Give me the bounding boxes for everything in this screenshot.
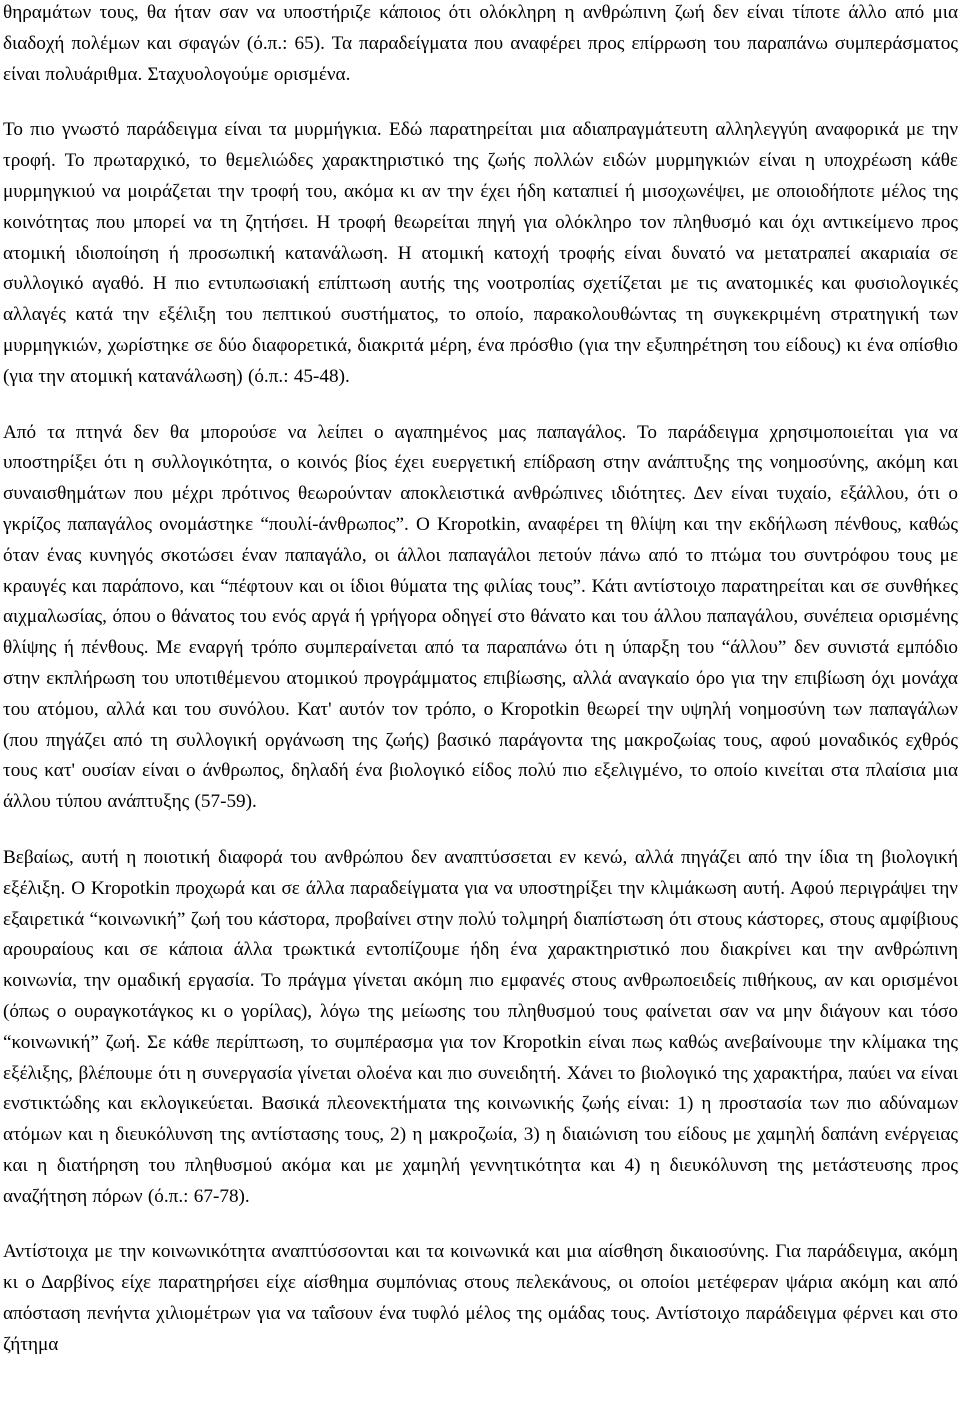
paragraph-2: Το πιο γνωστό παράδειγμα είναι τα μυρμήγκια. Εδώ παρατηρείται μια αδιαπραγμάτευτη αλληλεγγύη αναφορικά με την τροφή. Το πρωταρχικό, το θεμελιώδες χαρακτηριστικό της ζωής πολλών ειδών μυρμηγκιών είναι η υποχρέωση κάθε μυρμηγκιού να μοιράζεται την τροφή του, ακόμα κι αν την έχει ήδη καταπιεί ή μισοχωνέψει, με οποιοδήποτε μέλος της κοινότητας που μπορεί να τη ζητήσει. Η τροφή θεωρείται πηγή για ολόκληρο τον πληθυσμό και όχι αντικείμενο προς ατομική ιδιοποίηση ή προσωπική κατανάλωση. Η ατομική κατοχή τροφής είναι δυνατό να μετατραπεί ακαριαία σε συλλογικό αγαθό. Η πιο εντυπωσιακή επίπτωση αυτής της νοοτροπίας σχετίζεται με τις ανατομικές και φυσιολογικές αλλαγές κατά την εξέλιξη του πεπτικού συστήματος, το οποίο, παρακολουθώντας τη συγκεκριμένη στρατηγική των μυρμηγκιών, χωρίστηκε σε δύο διαφορετικά, διακριτά μέρη, ένα πρόσθιο (για την εξυπηρέτηση του είδους) κι ένα οπίσθιο (για την ατομική κατανάλωση) (ό.π.: 45-48). — [3, 119, 958, 387]
paragraph-1: θηραμάτων τους, θα ήταν σαν να υποστήριζε κάποιος ότι ολόκληρη η ανθρώπινη ζωή δεν είναι τίποτε άλλο από μια διαδοχή πολέμων και σφαγών (ό.π.: 65). Τα παραδείγματα που αναφέρει προς επίρρωση του παραπάνω συμπεράσματος είναι πολυάριθμα. Σταχυολογούμε ορισμένα. — [3, 2, 958, 85]
paragraph-5: Αντίστοιχα με την κοινωνικότητα αναπτύσσονται και τα κοινωνικά και μια αίσθηση δικαιοσύνης. Για παράδειγμα, ακόμη κι ο Δαρβίνος είχε παρατηρήσει είχε αίσθημα συμπόνιας στους πελεκάνους, οι οποίοι μετέφεραν ψάρια ακόμη και από απόσταση πενήντα χιλιομέτρων για να ταΐσουν ένα τυφλό μέλος της ομάδας τους. Αντίστοιχο παράδειγμα φέρνει και στο ζήτημα — [3, 1241, 958, 1355]
paragraph-4: Βεβαίως, αυτή η ποιοτική διαφορά του ανθρώπου δεν αναπτύσσεται εν κενώ, αλλά πηγάζει από την ίδια τη βιολογική εξέλιξη. Ο Kropotkin προχωρά και σε άλλα παραδείγματα για να υποστηρίξει την κλιμάκωση αυτή. Αφού περιγράψει την εξαιρετικά “κοινωνική” ζωή του κάστορα, προβαίνει στην πολύ τολμηρή διαπίστωση ότι στους κάστορες, στους αμφίβιους αρουραίους και σε κάποια άλλα τρωκτικά εντοπίζουμε ήδη ένα χαρακτηριστικό που διακρίνει και την ανθρώπινη κοινωνία, την ομαδική εργασία. Το πράγμα γίνεται ακόμη πιο εμφανές στους ανθρωποειδείς πιθήκους, αν και ορισμένοι (όπως ο ουραγκοτάγκος κι ο γορίλας), λόγω της μείωσης του πληθυσμού τους φαίνεται σαν να μην διάγουν και τόσο “κοινωνική” ζωή. Σε κάθε περίπτωση, το συμπέρασμα για τον Kropotkin είναι πως καθώς ανεβαίνουμε την κλίμακα της εξέλιξης, βλέπουμε ότι η συνεργασία γίνεται ολοένα και πιο συνειδητή. Χάνει το βιολογικό της χαρακτήρα, παύει να είναι ενστικτώδης και εκλογικεύεται. Βασικά πλεονεκτήματα της κοινωνικής ζωής είναι: 1) η προστασία των πιο αδύναμων ατόμων και η διευκόλυνση της αντίστασης τους, 2) η μακροζωία, 3) η διαιώνιση του είδους με χαμηλή δαπάνη ενέργειας και η διατήρηση του πληθυσμού ακόμα και με χαμηλή γεννητικότητα και 4) η διευκόλυνση της μετάστευσης προς αναζήτηση πόρων (ό.π.: 67-78). — [3, 846, 958, 1207]
paragraph-3: Από τα πτηνά δεν θα μπορούσε να λείπει ο αγαπημένος μας παπαγάλος. Το παράδειγμα χρησιμοποιείται για να υποστηρίξει ότι η συλλογικότητα, ο κοινός βίος έχει ευεργετική επίδραση στην ανάπτυξης της νοημοσύνης, ακόμη και συναισθημάτων που μέχρι πρότινος θεωρούνταν αποκλειστικά ανθρώπινες ιδιότητες. Δεν είναι τυχαίο, εξάλλου, ότι ο γκρίζος παπαγάλος ονομάστηκε “πουλί-άνθρωπος”. Ο Kropotkin, αναφέρει τη θλίψη και την εκδήλωση πένθους, καθώς όταν ένας κυνηγός σκοτώσει έναν παπαγάλο, οι άλλοι παπαγάλοι πετούν πάνω από το πτώμα του συντρόφου τους με κραυγές και παράπονο, και “πέφτουν και οι ίδιοι θύματα της φιλίας τους”. Κάτι αντίστοιχο παρατηρείται και σε συνθήκες αιχμαλωσίας, όπου ο θάνατος του ενός αργά ή γρήγορα οδηγεί στο θάνατο και του άλλου παπαγάλου, συνέπεια ορισμένης θλίψης ή πένθους. Με εναργή τρόπο συμπεραίνεται από τα παραπάνω ότι η ύπαρξη του “άλλου” δεν συνιστά εμπόδιο στην εκπλήρωση του υποτιθέμενου ατομικού προγράμματος επιβίωσης, αλλά αναγκαίο όρο για την επιβίωση όχι μονάχα του ατόμου, αλλά και του συνόλου. Κατ' αυτόν τον τρόπο, ο Kropotkin θεωρεί την υψηλή νοημοσύνη των παπαγάλων (που πηγάζει από τη συλλογική οργάνωση της ζωής) βασικό παράγοντα της μακροζωίας τους, αφού μοναδικός εχθρός τους κατ' ουσίαν είναι ο άνθρωπος, δηλαδή ένα βιολογικό είδος πολύ πιο εξελιγμένο, το οποίο κινείται στα πλαίσια μια άλλου τύπου ανάπτυξης (57-59). — [3, 421, 958, 813]
